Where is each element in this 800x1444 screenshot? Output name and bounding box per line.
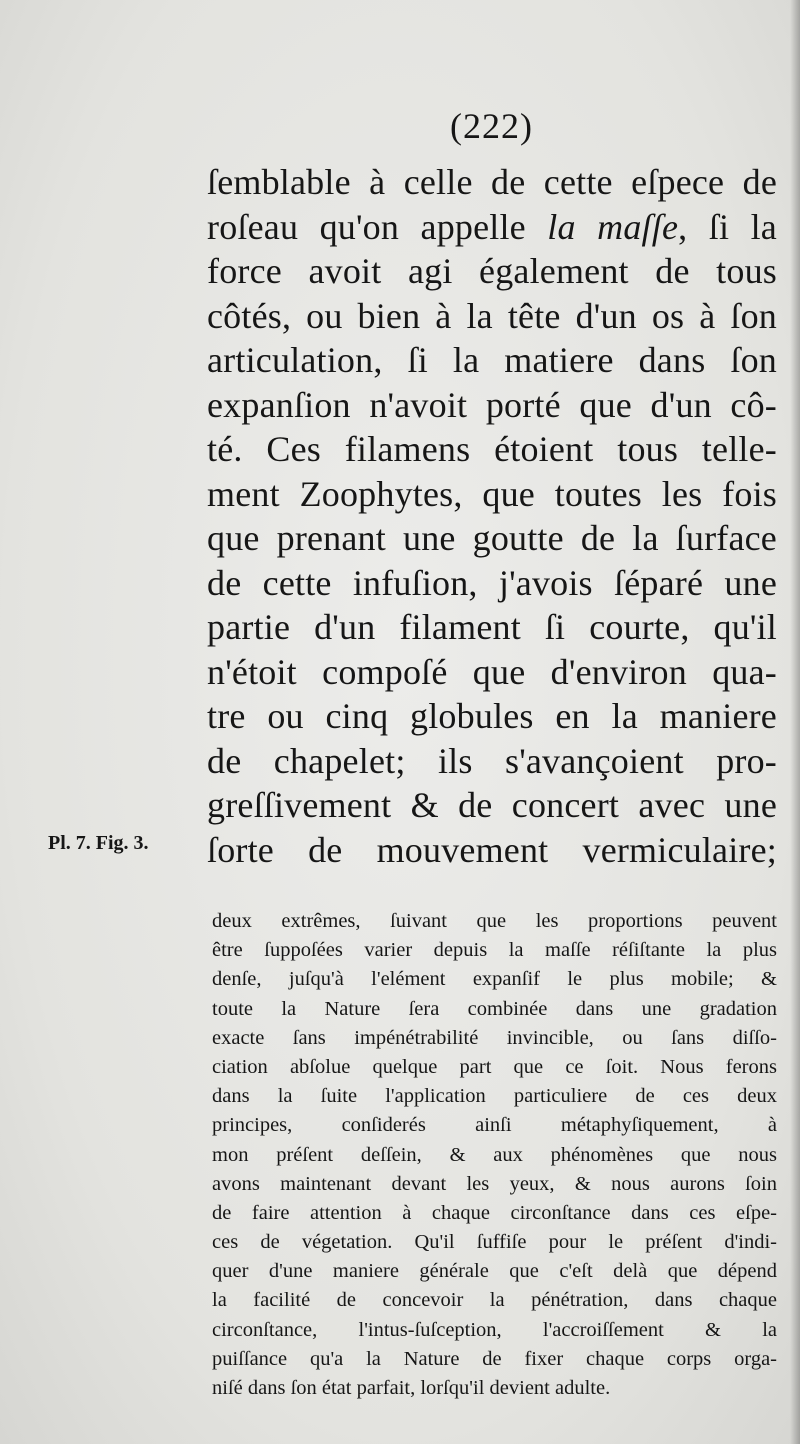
main-text-line: té. Ces filamens étoient tous telle-: [207, 429, 777, 469]
main-text-line: de cette infuſion, j'avois ſéparé une: [207, 562, 777, 603]
footnote-line: de faire attention à chaque circonſtance dans ces eſpe-: [212, 1201, 777, 1224]
main-text-line: tre ou cinq globules en la maniere: [207, 696, 777, 736]
main-text-line: greſſivement & de concert avec une: [207, 785, 777, 825]
footnote-line: niſé dans ſon état parfait, lorſqu'il devient adulte.: [212, 1377, 611, 1399]
main-text-line: que prenant une goutte de la ſurface: [207, 518, 777, 558]
footnote-line: denſe, juſqu'à l'elément expanſif le plus mobile; &: [212, 968, 777, 991]
footnote-line: puiſſance qu'a la Nature de fixer chaque corps orga-: [212, 1347, 777, 1370]
footnote-line: deux extrêmes, ſuivant que les proportions peuvent: [212, 910, 777, 932]
page-number: (222): [450, 106, 533, 146]
main-text-block: [207, 160, 777, 872]
footnote-line: être ſuppoſées varier depuis la maſſe réſiſtante la plus: [212, 939, 777, 962]
main-text-line: n'étoit compoſé que d'environ qua-: [207, 651, 777, 692]
main-text-line: côtés, ou bien à la tête d'un os à ſon: [207, 295, 777, 336]
main-text-line: expanſion n'avoit porté que d'un cô-: [207, 384, 777, 425]
main-text-line: de chapelet; ils s'avançoient pro-: [207, 740, 777, 781]
footnote-line: ciation abſolue quelque part que ce ſoit. Nous ferons: [212, 1055, 777, 1078]
footnote-line: dans la ſuite l'application particuliere de ces deux: [212, 1085, 777, 1108]
footnote-line: exacte ſans impénétrabilité invincible, ou ſans diſſo-: [212, 1026, 777, 1049]
main-text-segment: roſeau qu'on appelle: [207, 206, 548, 247]
main-text-line: partie d'un filament ſi courte, qu'il: [207, 607, 777, 647]
footnote-line: avons maintenant devant les yeux, & nous aurons ſoin: [212, 1172, 777, 1195]
footnote-line: mon préſent deſſein, & aux phénomènes que nous: [212, 1143, 777, 1166]
plate-figure-reference: Pl. 7. Fig. 3.: [48, 832, 149, 854]
main-text-line: [207, 205, 777, 250]
footnote-line: ces de végetation. Qu'il ſuffiſe pour le préſent d'indi-: [212, 1231, 777, 1254]
footnote-block: [212, 907, 777, 1403]
footnote-line: toute la Nature ſera combinée dans une gradation: [212, 997, 777, 1020]
main-text-segment: , ſi la: [678, 206, 777, 247]
footnote-line: la facilité de concevoir la pénétration, dans chaque: [212, 1289, 777, 1312]
main-text-line: ment Zoophytes, que toutes les fois: [207, 473, 777, 514]
page-edge-shadow: [790, 0, 800, 1444]
footnote-line: principes, conſiderés ainſi métaphyſiquement, à: [212, 1114, 777, 1137]
main-text-line: ſorte de mouvement vermiculaire;: [207, 829, 777, 870]
footnote-line: quer d'une maniere générale que c'eſt delà que dépend: [212, 1260, 777, 1283]
footnote-line: circonſtance, l'intus-ſuſception, l'accroiſſement & la: [212, 1318, 777, 1341]
main-text-line: force avoit agi également de tous: [207, 251, 777, 291]
main-text-line: articulation, ſi la matiere dans ſon: [207, 340, 777, 380]
italic-term: la maſſe: [547, 206, 679, 247]
main-text-line: ſemblable à celle de cette eſpece de: [207, 162, 777, 202]
